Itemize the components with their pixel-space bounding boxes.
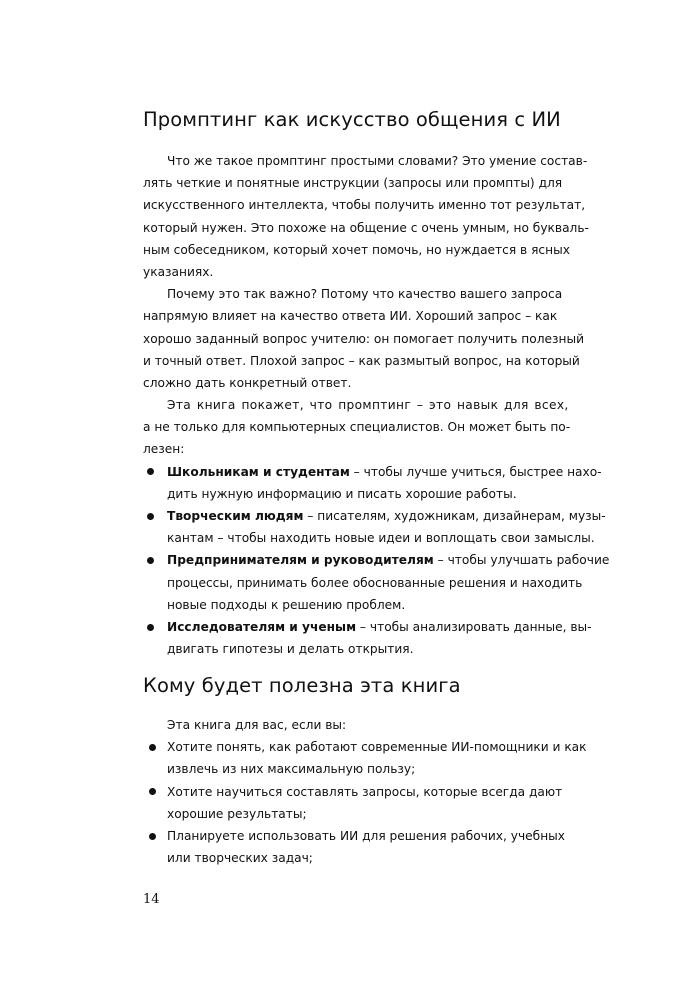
bullet-icon [149,781,165,803]
text-line: Эта книга покажет, что промптинг – это навык для всех, [167,398,569,413]
text-line: Что же такое промптинг простыми словами? Это умение состав- [167,154,588,168]
text-line: Планируете использовать ИИ для решения рабочих, учебных [167,828,565,843]
bullet-icon [149,736,165,758]
list-item [143,825,603,869]
bullet-icon [147,549,163,571]
list-item [143,781,603,825]
paragraph-what-is-prompting [143,150,603,283]
paragraph-why-important [143,283,603,394]
list-item [143,736,603,780]
list-item [143,549,610,616]
item-text: – чтобы лучше учиться, быстрее нахо- [349,464,602,479]
text-line: хорошо заданный вопрос учителю: он помогает получить полезный [143,331,585,346]
intro-line: Эта книга для вас, если вы: [167,718,347,732]
text-line: ным собеседником, который хочет помочь, но нуждается в ясных [143,242,570,257]
section-heading-who-is-it-for: Кому будет полезна эта книга [143,674,461,697]
text-line: лять четкие и понятные инструкции (запросы или промпты) для [143,176,563,191]
item-text: – чтобы улучшать рабочие [433,553,610,568]
bullet-icon [147,461,163,483]
bold-term: Предпринимателям и руководителям [167,553,434,568]
section-2-body [143,714,603,869]
list-item [143,616,603,660]
bold-term: Исследователям и ученым [167,619,357,634]
text-line [167,461,603,483]
bold-term: Школьникам и студентам [167,464,350,479]
text-line: Почему это так важно? Потому что качество вашего запроса [167,287,563,302]
section-1-body [143,150,610,660]
page-number: 14 [143,892,160,907]
text-line: извлечь из них максимальную пользу; [167,762,416,777]
text-line: который нужен. Это похоже на общение с очень умным, но букваль- [143,220,589,235]
list-item [143,461,603,505]
item-text: – писателям, художникам, дизайнерам, музы- [303,509,606,523]
text-line: искусственного интеллекта, чтобы получить именно тот результат, [143,198,586,213]
bullet-icon [149,825,165,847]
text-line: указаниях. [143,264,214,279]
text-line: лезен: [143,442,185,457]
section-heading-prompting: Промптинг как искусство общения с ИИ [143,108,561,131]
text-line: напрямую влияет на качество ответа ИИ. Хороший запрос – как [143,309,558,324]
list-item [143,505,606,549]
text-line: дить нужную информацию и писать хорошие работы. [167,486,517,501]
bullet-list-audiences [143,461,610,661]
text-line: хорошие результаты; [167,806,307,821]
text-line: Хотите понять, как работают современные ИИ-помощники и как [167,740,587,755]
text-line [167,549,610,571]
text-line: Хотите научиться составлять запросы, которые всегда дают [167,784,563,799]
bullet-list-readers [143,736,603,869]
text-line [167,616,603,638]
text-line: процессы, принимать более обоснованные решения и находить [167,575,583,590]
bullet-icon [147,505,163,527]
text-line: или творческих задач; [167,851,313,866]
text-line: и точный ответ. Плохой запрос – как размытый вопрос, на который [143,353,580,368]
item-text: – чтобы анализировать данные, вы- [356,619,592,634]
text-line: сложно дать конкретный ответ. [143,375,352,390]
text-line [167,505,606,527]
text-line: кантам – чтобы находить новые идеи и воплощать свои замыслы. [167,531,595,546]
text-line: двигать гипотезы и делать открытия. [167,642,414,657]
text-line: новые подходы к решению проблем. [167,597,406,612]
text-line: а не только для компьютерных специалистов. Он может быть по- [143,420,571,435]
paragraph-skill-for-all [143,394,603,461]
bullet-icon [147,616,163,638]
bold-term: Творческим людям [167,509,304,523]
